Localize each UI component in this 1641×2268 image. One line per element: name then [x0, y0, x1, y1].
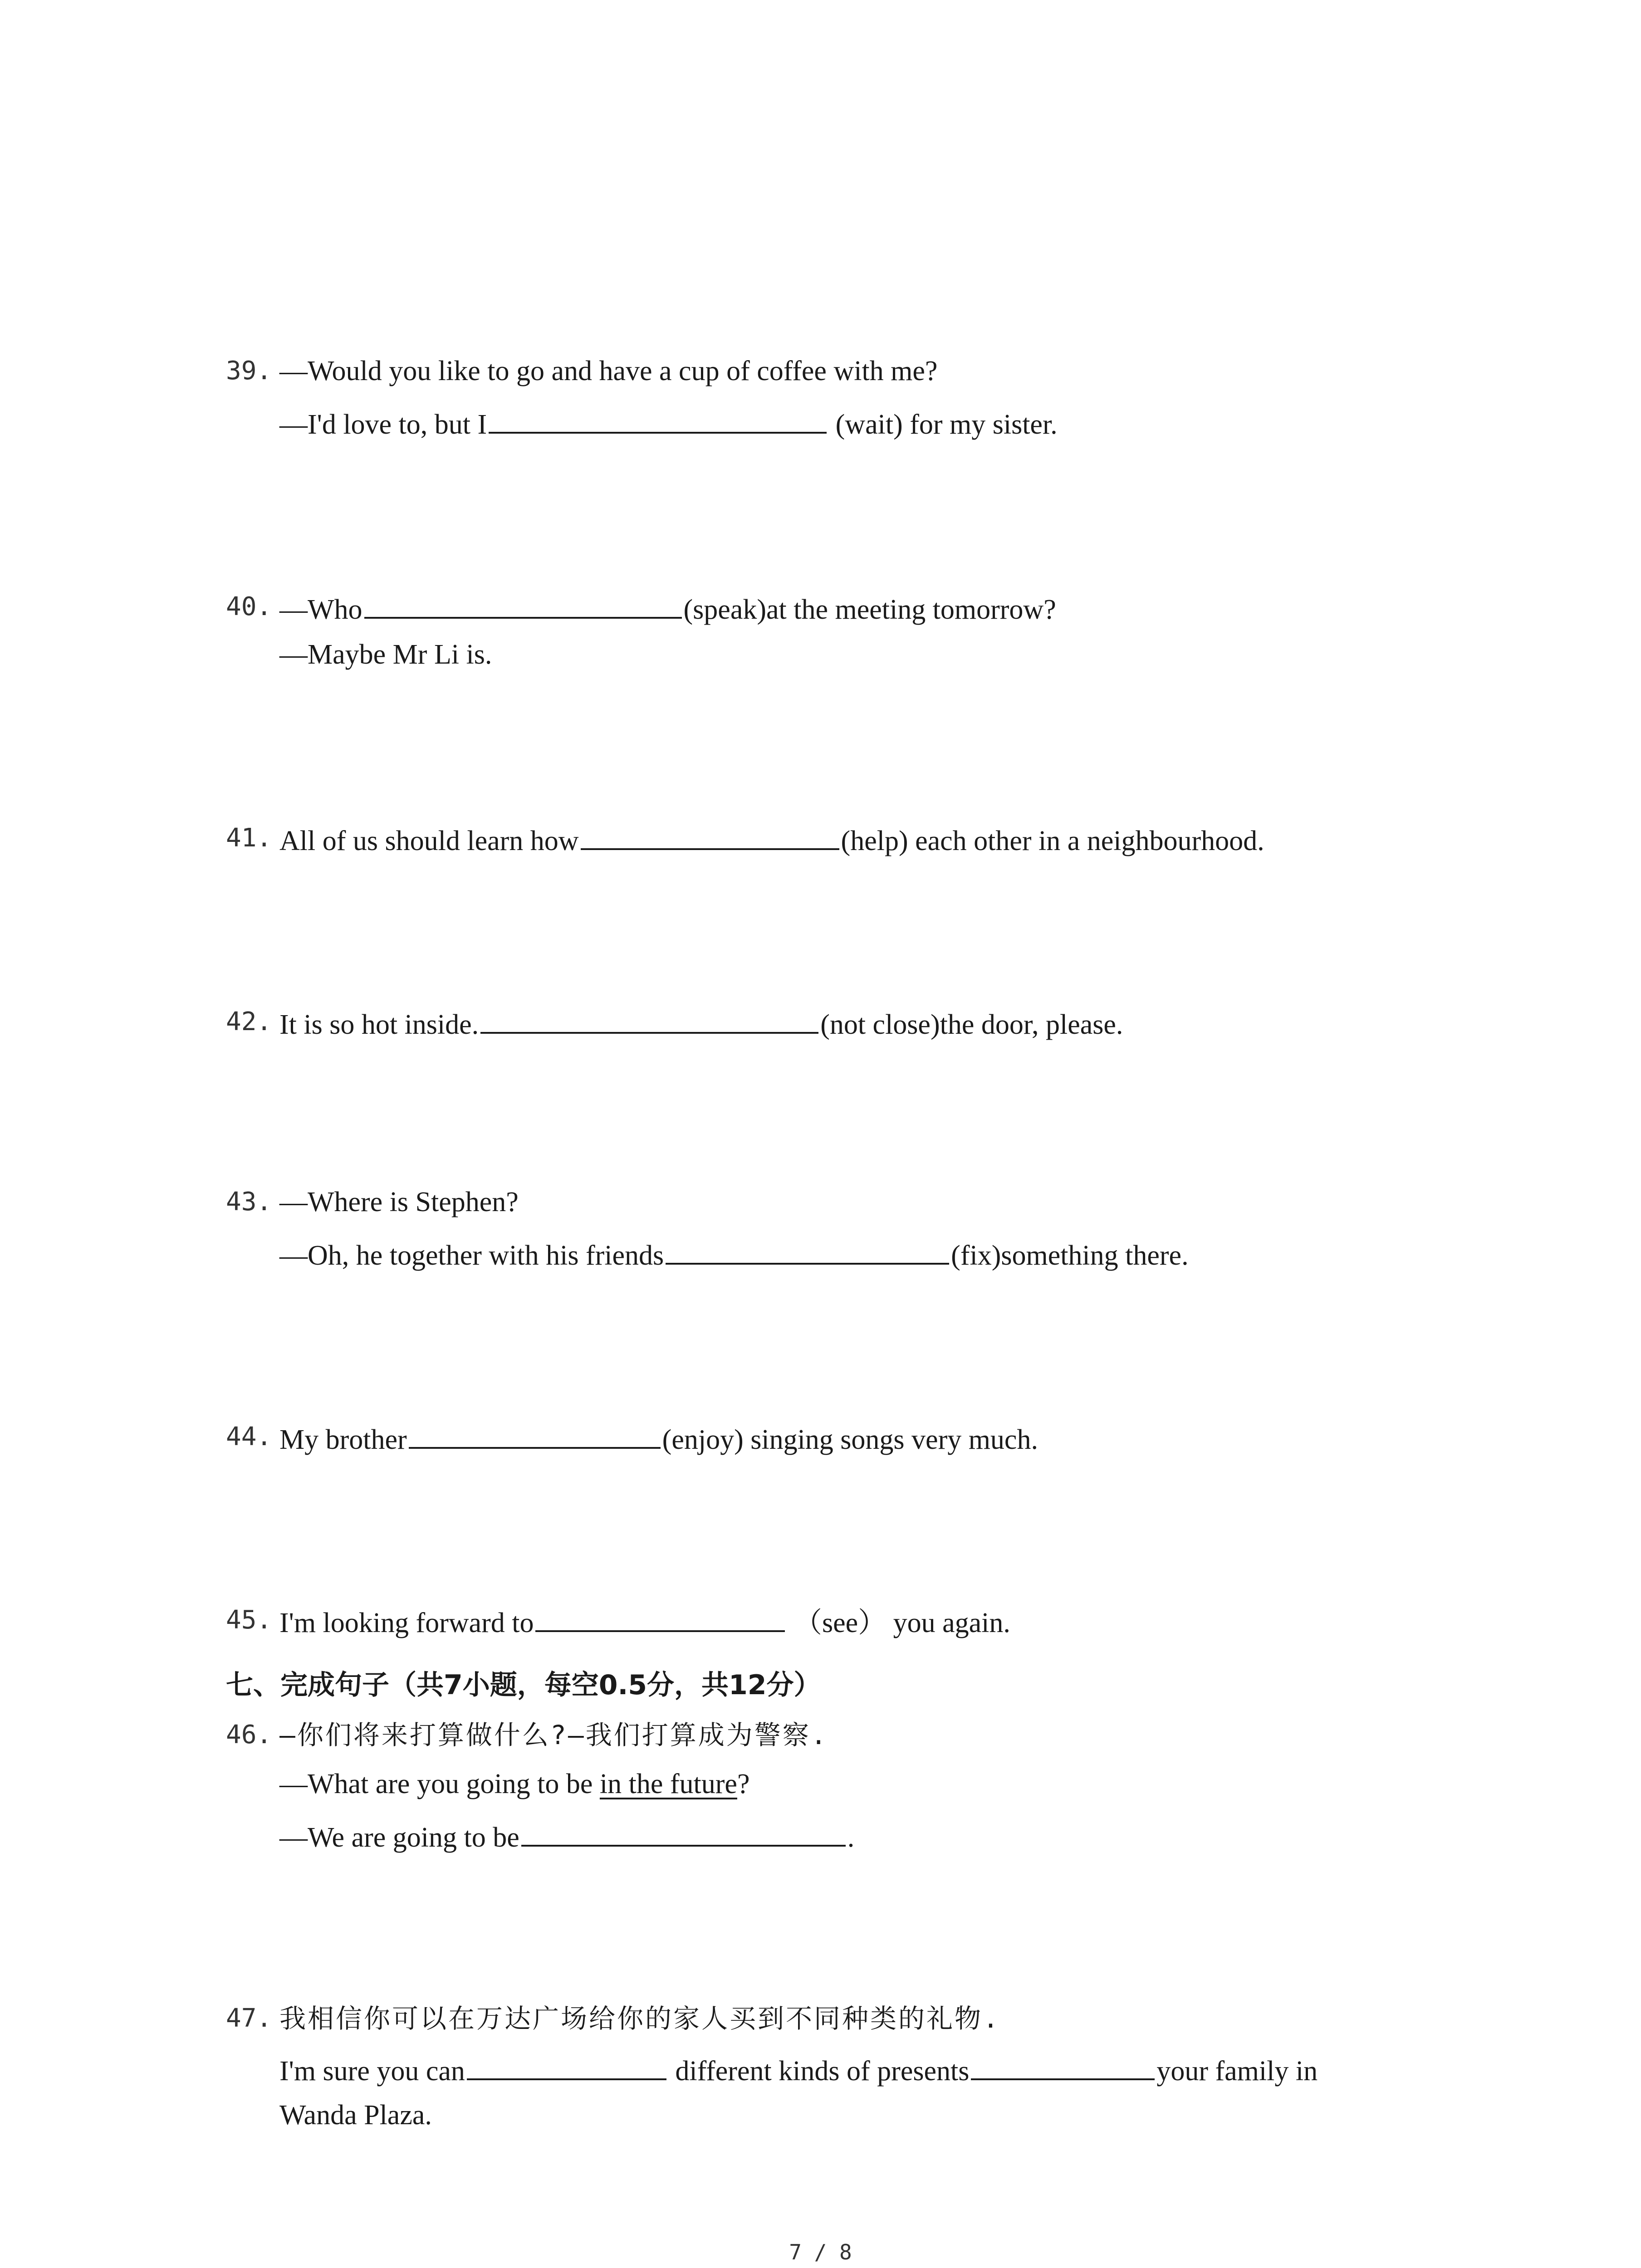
- question-number-42: 42.: [226, 1007, 272, 1036]
- q46-answer-line: [279, 1817, 854, 1856]
- q45-sentence-start: I'm looking forward to: [279, 1608, 534, 1638]
- q43-response-end: (fix)something there.: [951, 1240, 1189, 1271]
- q47-sentence-start: I'm sure you can: [279, 2056, 465, 2087]
- q44-sentence-start: My brother: [279, 1424, 407, 1455]
- q46-answer-end: .: [847, 1822, 855, 1853]
- q46-answer-start: —We are going to be: [279, 1822, 519, 1853]
- q42-sentence-end: (not close)the door, please.: [820, 1009, 1123, 1040]
- question-number-45: 45.: [226, 1605, 272, 1635]
- q47-chinese-prompt: 我相信你可以在万达广场给你的家人买到不同种类的礼物.: [279, 2003, 1000, 2034]
- q43-response-start: —Oh, he together with his friends: [279, 1240, 664, 1271]
- q42-answer-blank[interactable]: [480, 1004, 818, 1034]
- question-number-43: 43.: [226, 1187, 272, 1217]
- q45-sentence: [279, 1602, 1010, 1641]
- q39-response-start: —I'd love to, but I: [279, 409, 487, 440]
- q40-response: —Maybe Mr Li is.: [279, 639, 492, 670]
- q47-answer-blank-1[interactable]: [467, 2050, 666, 2080]
- question-number-47: 47.: [226, 2004, 272, 2033]
- q41-answer-blank[interactable]: [581, 820, 839, 850]
- q47-sentence-end: your family in: [1156, 2056, 1318, 2087]
- q44-sentence-end: (enjoy) singing songs very much.: [662, 1424, 1038, 1455]
- q46-question-end: ?: [737, 1769, 750, 1799]
- q40-answer-blank[interactable]: [364, 589, 682, 619]
- q45-sentence-end: （see） you again.: [787, 1608, 1010, 1638]
- q40-prompt-start: —Who: [279, 594, 362, 625]
- page-number: 7 / 8: [789, 2240, 852, 2264]
- q47-sentence-middle: different kinds of presents: [668, 2056, 970, 2087]
- q43-response: [279, 1235, 1189, 1274]
- question-number-40: 40.: [226, 592, 272, 621]
- q43-prompt: —Where is Stephen?: [279, 1187, 519, 1217]
- section-heading: 七、完成句子（共7小题，每空0.5分，共12分）: [226, 1669, 821, 1701]
- q39-prompt: —Would you like to go and have a cup of coffee with me?: [279, 356, 938, 386]
- q47-sentence-continued: Wanda Plaza.: [279, 2100, 432, 2131]
- q46-underlined-phrase: in the future: [599, 1769, 737, 1799]
- q47-answer-blank-2[interactable]: [971, 2050, 1155, 2080]
- q44-sentence: [279, 1419, 1038, 1458]
- q41-sentence: [279, 820, 1264, 859]
- q43-answer-blank[interactable]: [666, 1235, 949, 1265]
- q42-sentence: [279, 1004, 1123, 1043]
- q41-sentence-end: (help) each other in a neighbourhood.: [841, 826, 1264, 856]
- q39-response: [279, 404, 1058, 443]
- question-number-39: 39.: [226, 356, 272, 386]
- question-number-46: 46.: [226, 1720, 272, 1750]
- q39-answer-blank[interactable]: [489, 404, 827, 434]
- q41-sentence-start: All of us should learn how: [279, 826, 579, 856]
- q39-response-end: (wait) for my sister.: [828, 409, 1058, 440]
- q46-question: [279, 1766, 749, 1802]
- q40-prompt: [279, 589, 1056, 628]
- q40-prompt-end: (speak)at the meeting tomorrow?: [683, 594, 1056, 625]
- q44-answer-blank[interactable]: [409, 1419, 661, 1449]
- q46-question-start: —What are you going to be: [279, 1769, 600, 1799]
- q46-answer-blank[interactable]: [521, 1817, 846, 1847]
- q47-sentence: [279, 2050, 1318, 2089]
- q46-chinese-prompt: —你们将来打算做什么?—我们打算成为警察.: [279, 1720, 828, 1750]
- q42-sentence-start: It is so hot inside.: [279, 1009, 479, 1040]
- q45-answer-blank[interactable]: [535, 1602, 785, 1632]
- question-number-44: 44.: [226, 1422, 272, 1452]
- question-number-41: 41.: [226, 823, 272, 853]
